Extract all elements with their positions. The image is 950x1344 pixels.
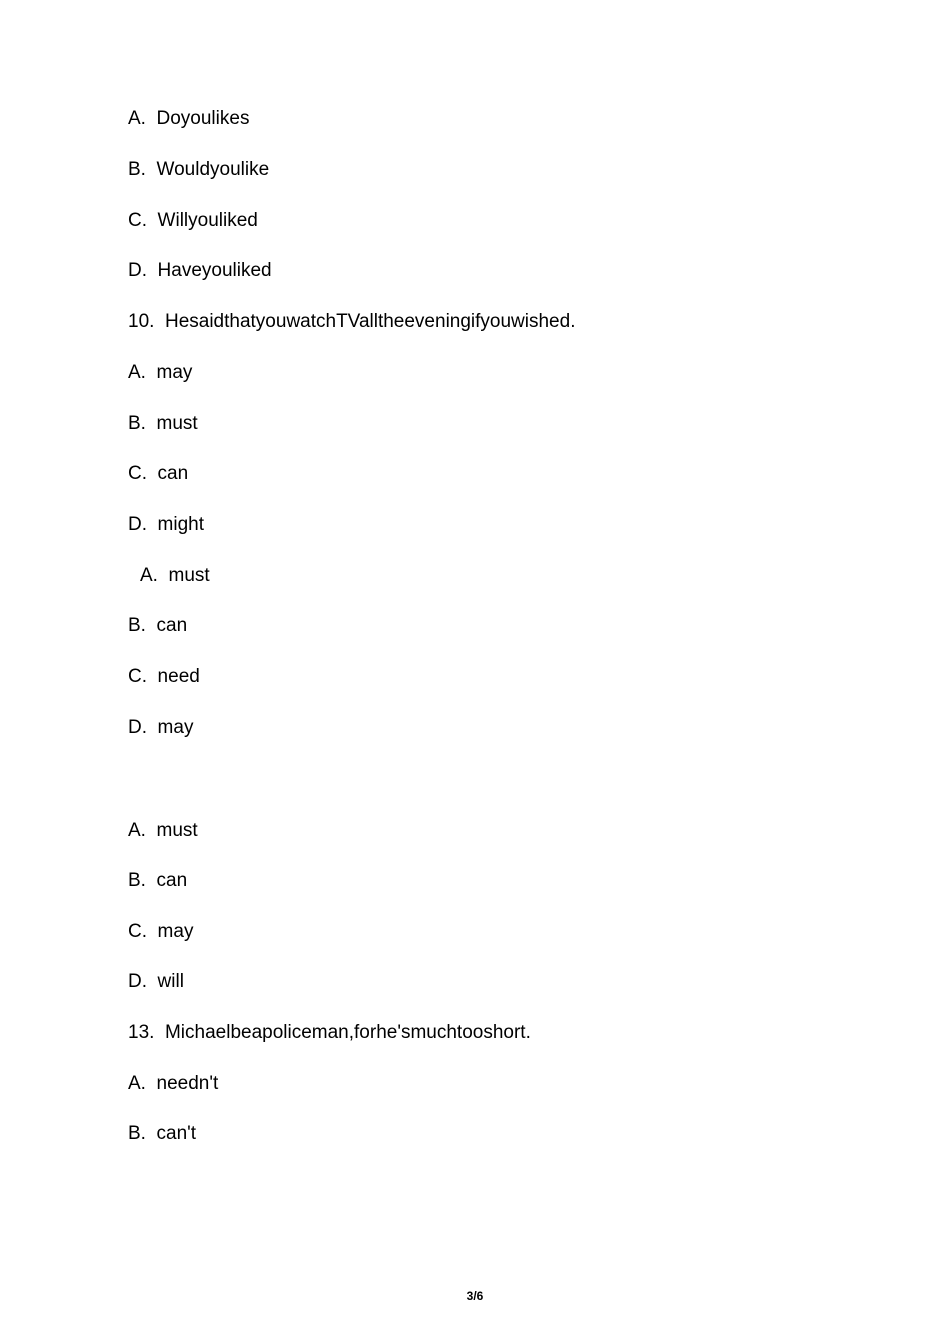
question-line: 10. HesaidthatyouwatchTValltheeveningifyouwished. xyxy=(128,311,576,332)
option-line: B. can't xyxy=(128,1123,197,1144)
option-line: D. may xyxy=(128,717,194,738)
option-line: B. can xyxy=(128,870,188,891)
option-line: B. Wouldyoulike xyxy=(128,159,270,180)
option-line: A. must xyxy=(140,565,210,586)
question-line: 13. Michaelbeapoliceman,forhe'smuchtooshort. xyxy=(128,1022,531,1043)
option-line: C. can xyxy=(128,463,189,484)
option-line: A. Doyoulikes xyxy=(128,108,250,129)
option-line: D. might xyxy=(128,514,205,535)
option-line: B. must xyxy=(128,413,198,434)
option-line: C. Willyouliked xyxy=(128,210,258,231)
option-line: C. may xyxy=(128,921,194,942)
page-number: 3/6 xyxy=(466,1289,484,1303)
option-line: D. Haveyouliked xyxy=(128,260,272,281)
option-line: A. needn't xyxy=(128,1073,219,1094)
option-line: C. need xyxy=(128,666,200,687)
option-line: A. may xyxy=(128,362,193,383)
option-line: D. will xyxy=(128,971,184,992)
option-line: A. must xyxy=(128,820,198,841)
option-line: B. can xyxy=(128,615,188,636)
